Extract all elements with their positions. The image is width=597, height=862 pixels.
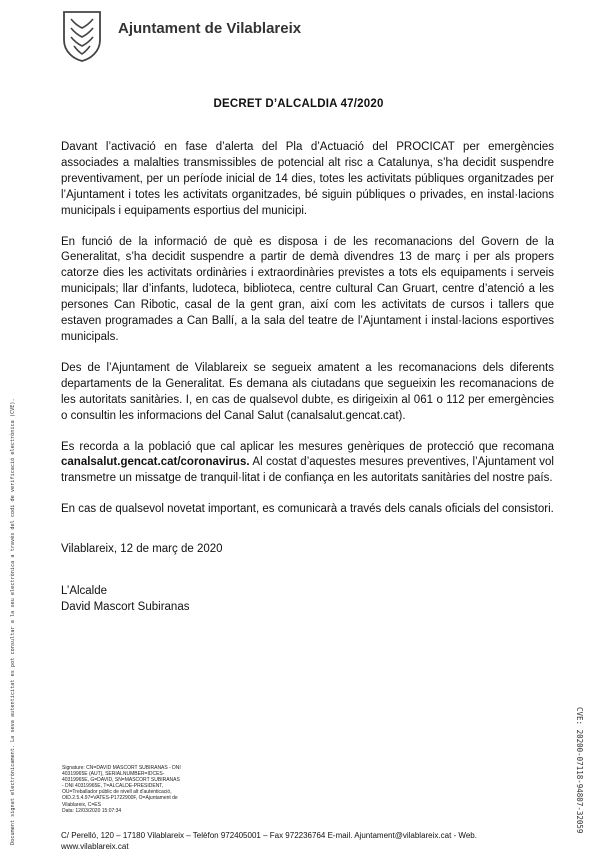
paragraph-1: Davant l’activació en fase d’alerta del Pla d’Actuació del PROCICAT per emergències associades a malalties transmissibles de potencial alt risc a Catalunya, s’ha decidit suspendre preventivament, per un període inicial de 14 dies, totes les activitats públiques organitzades per l’Ajuntament i totes les activitats organitzades, bé siguin públiques o privades, en instal·lacions municipals i equipaments esportius del municipi.: [61, 141, 554, 217]
document-date: Vilablareix, 12 de març de 2020: [61, 543, 223, 555]
organization-name: Ajuntament de Vilablareix: [118, 20, 302, 37]
signer-name: David Mascort Subiranas: [61, 601, 190, 613]
signature-line: 40319965E, G=DAVID, SN=MASCORT SUBIRANAS: [62, 777, 180, 784]
canal-salut-link: canalsalut.gencat.cat/coronavirus.: [61, 456, 250, 469]
municipal-shield-icon: [62, 10, 102, 62]
footer-contact-line: C/ Perelló, 120 – 17180 Vilablareix – Telèfon 972405001 – Fax 972236764 E-mail. Ajuntament@vilablareix.cat - Web.: [61, 831, 477, 840]
signature-line: Vilablareix, C=ES: [62, 801, 101, 808]
paragraph-4: [61, 440, 554, 488]
signature-line: OU=Treballador públic de nivell alt d'autenticació,: [62, 789, 172, 796]
footer-website: www.vilablareix.cat: [61, 842, 129, 851]
paragraph-4-rest: Al costat d’aquestes mesures preventives, l’Ajuntament vol transmetre un missatge de tranquil·litat i de confiança en les autoritats sanitàries del nostre país.: [61, 456, 554, 485]
decree-body: [61, 140, 554, 533]
electronic-signature-notice: Document signat electrònicament. La seva autenticitat es pot consultar a la seu electrònica a través del codi de verificació electrònica (CVE).: [10, 398, 16, 845]
signature-line: Signature: CN=DAVID MASCORT SUBIRANAS - DNI: [62, 765, 181, 771]
signature-line: Data: 12/03/2020 15:07:34: [62, 807, 122, 814]
signature-line: 40319965E (AUT), SERIALNUMBER=IDCES-: [62, 771, 165, 778]
document-footer: [61, 830, 541, 852]
paragraph-5: En cas de qualsevol novetat important, es comunicarà a través dels canals oficials del consistori.: [61, 503, 554, 516]
signer-role: L’Alcalde: [61, 585, 108, 597]
digital-signature-block: [62, 765, 242, 814]
paragraph-4-intro: Es recorda a la població que cal aplicar les mesures genèriques de protecció que recomana: [61, 440, 554, 453]
paragraph-2: En funció de la informació de què es disposa i de les recomanacions del Govern de la Generalitat, s’ha decidit suspendre a partir de demà divendres 13 de març i per als propers catorze dies les activitats ordinàries i extraordinàries previstes a tots els equipaments i serveis municipals; llar d’infants, ludoteca, biblioteca, centre cultural Can Gruart, centre d’atenció a les persones Can Ribotic, casal de la gent gran, així com les activitats de cursos i tallers que estaven programades a Can Ballí, a la sala del teatre de l’Ajuntament i instal·lacions esportives municipals.: [61, 235, 554, 343]
signature-line: OID.2.5.4.97=VATES-P1722900F, O=Ajuntament de: [62, 795, 178, 802]
signature-line: - DNI 40319965E, T=ALCALDE-PRESIDENT,: [62, 783, 164, 790]
decree-title: DECRET D’ALCALDIA 47/2020: [213, 98, 384, 110]
paragraph-3: Des de l’Ajuntament de Vilablareix se segueix amatent a les recomanacions dels diferents departaments de la Generalitat. Es demana als ciutadans que segueixin les recomanacions de les autoritats sanitàries. I, en cas de qualsevol dubte, es dirigeixin al 061 o 112 per emergències o consultin les informacions del Canal Salut (canalsalut.gencat.cat).: [61, 361, 554, 422]
cve-code: CVE: 20200-07118-94807-32059: [575, 707, 584, 834]
